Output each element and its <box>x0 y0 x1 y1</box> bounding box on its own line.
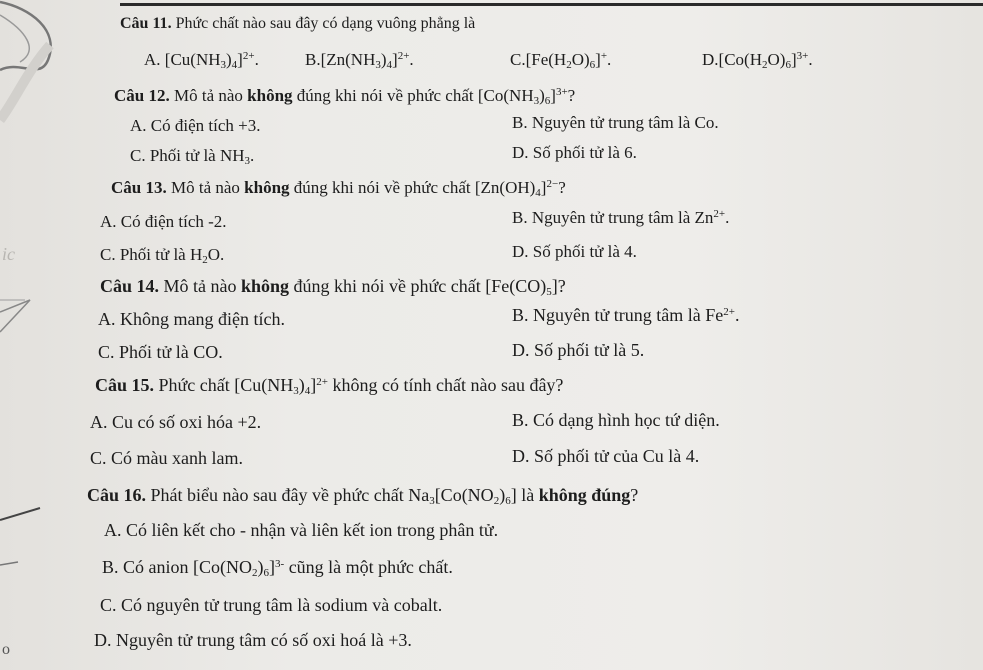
option-15d: D. Số phối tử của Cu là 4. <box>512 446 700 466</box>
option-16b: B. Có anion $[Co(NO_2)_6]^{3-}$ cũng là một phức chất. <box>102 557 453 579</box>
option-14b: B. Nguyên tử trung tâm là $Fe^{2+}$. <box>512 305 740 325</box>
question-15: Câu 15. Phức chất $[Cu(NH_3)_4]^{2+}$ không có tính chất nào sau đây? <box>95 375 564 397</box>
option-12b: B. Nguyên tử trung tâm là Co. <box>512 113 719 132</box>
option-12d: D. Số phối tử là 6. <box>512 143 637 162</box>
option-12c: C. Phối tử là $NH_3$. <box>130 146 255 167</box>
margin-text-top: ic <box>2 244 15 264</box>
option-16c: C. Có nguyên tử trung tâm là sodium và cobalt. <box>100 595 443 615</box>
option-11a: A. $[Cu(NH_3)_4]^{2+}$. <box>144 50 259 71</box>
option-11b: $B.[Zn(NH_3)_4]^{2+}$. <box>305 50 414 71</box>
option-14a: A. Không mang điện tích. <box>98 309 285 329</box>
question-13: Câu 13. Mô tả nào không đúng khi nói về phức chất $[Zn(OH)_4]^{2-}$? <box>111 178 566 199</box>
top-rule <box>120 3 983 6</box>
option-15a: A. Cu có số oxi hóa +2. <box>90 412 262 432</box>
option-15c: C. Có màu xanh lam. <box>90 448 243 468</box>
option-13a: A. Có điện tích -2. <box>100 212 227 231</box>
question-11 <box>120 14 475 34</box>
option-13c: C. Phối tử là $H_2O$. <box>100 245 225 266</box>
option-11c: $C.[Fe(H_2O)_6]^+$. <box>510 50 612 71</box>
question-14: Câu 14. Mô tả nào không đúng khi nói về phức chất $[Fe(CO)_5]$? <box>100 276 566 298</box>
margin-text-bottom: o <box>2 641 10 658</box>
question-text: Phức chất nào sau đây có dạng vuông phẳng là <box>175 15 476 32</box>
question-16: Câu 16. Phát biểu nào sau đây về phức chất $Na_3[Co(NO_2)_6]$ là không đúng? <box>87 485 639 507</box>
question-12: Câu 12. Mô tả nào không đúng khi nói về phức chất $[Co(NH_3)_6]^{3+}$? <box>114 86 576 107</box>
option-16a: A. Có liên kết cho - nhận và liên kết ion trong phân tử. <box>104 520 499 540</box>
option-13d: D. Số phối tử là 4. <box>512 242 637 261</box>
option-15b: B. Có dạng hình học tứ diện. <box>512 410 720 430</box>
option-13b: B. Nguyên tử trung tâm là $Zn^{2+}$. <box>512 208 730 227</box>
option-14d: D. Số phối tử là 5. <box>512 340 645 360</box>
option-16d: D. Nguyên tử trung tâm có số oxi hoá là +3. <box>94 630 412 650</box>
option-14c: C. Phối tử là CO. <box>98 342 223 362</box>
question-number: Câu 11. <box>120 15 172 32</box>
option-11d: $D.[Co(H_2O)_6]^{3+}$. <box>702 50 813 71</box>
option-12a: A. Có điện tích +3. <box>130 116 261 135</box>
